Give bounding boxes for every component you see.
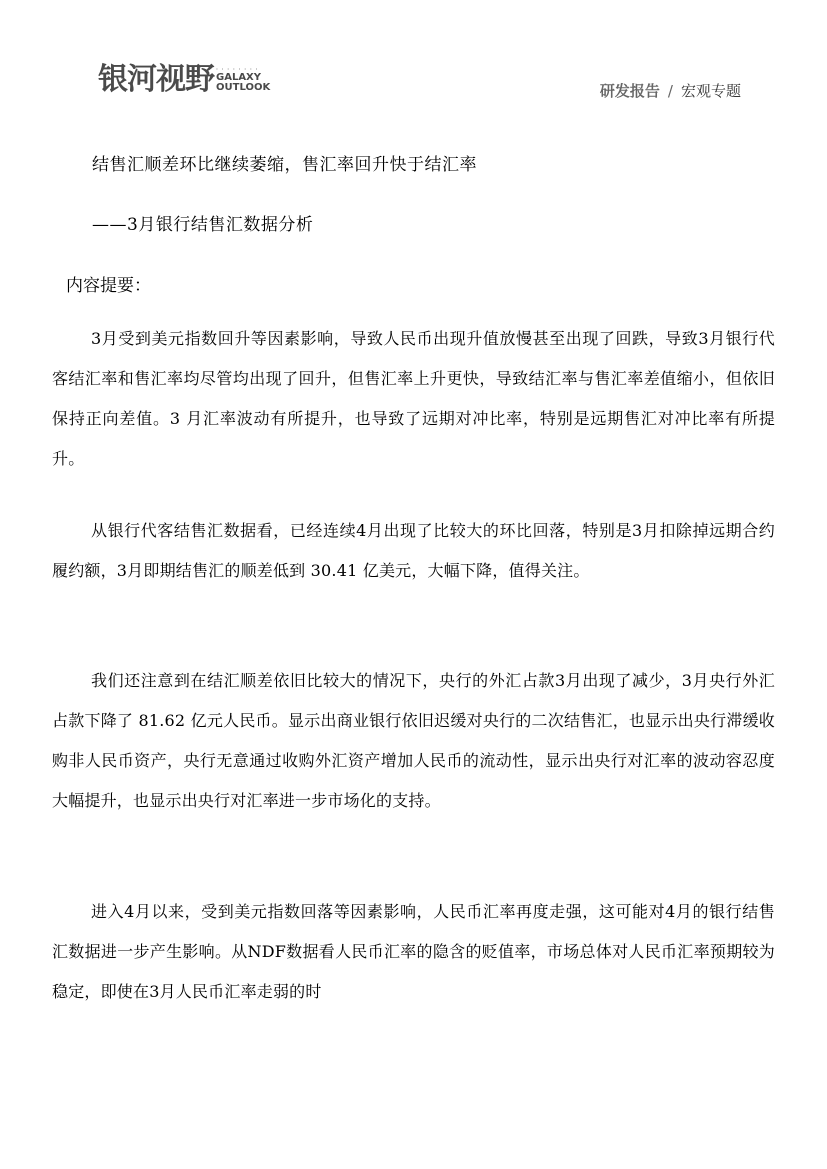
breadcrumb-item-research: 研发报告 [599, 82, 660, 100]
paragraph: 进入4月以来，受到美元指数回落等因素影响，人民币汇率再度走强，这可能对4月的银行结售汇数据进一步产生影响。从NDF数据看人民币汇率的隐含的贬值率，市场总体对人民币汇率预期较为稳定，即使在3月人民币汇率走弱的时 [52, 902, 775, 1001]
breadcrumb-separator: / [667, 82, 673, 100]
galaxy-outlook-logo [98, 64, 270, 96]
logo-en-line2: OUTLOOK [216, 82, 271, 93]
paragraph: 从银行代客结售汇数据看，已经连续4月出现了比较大的环比回落，特别是3月扣除掉远期合约履约额，3月即期结售汇的顺差低到 30.41 亿美元，大幅下降，值得关注。 [52, 521, 775, 580]
abstract-label: 内容提要： [66, 276, 151, 296]
paragraph: 我们还注意到在结汇顺差依旧比较大的情况下，央行的外汇占款3月出现了减少，3月央行外汇占款下降了 81.62 亿元人民币。显示出商业银行依旧迟缓对央行的二次结售汇，也显示出央行滞缓收购非人民币资产，央行无意通过收购外汇资产增加人民币的流动性，显示出央行对汇率的波动容忍度大幅提升，也显示出央行对汇率进一步市场化的支持。 [52, 671, 775, 810]
breadcrumb-item-macro: 宏观专题 [680, 82, 741, 100]
logo-english-text [216, 67, 270, 96]
document-title: 结售汇顺差环比继续萎缩，售汇率回升快于结汇率 [92, 155, 477, 175]
document-subtitle: ——3月银行结售汇数据分析 [92, 215, 314, 235]
logo-dots-decoration: · · · · · · · · [216, 67, 259, 73]
page-header [0, 0, 827, 110]
breadcrumb [600, 80, 741, 101]
logo-en-line1: GALAXY [216, 72, 262, 83]
paragraph: 3月受到美元指数回升等因素影响，导致人民币出现升值放慢甚至出现了回跌，导致3月银行代客结汇率和售汇率均尽管均出现了回升，但售汇率上升更快，导致结汇率与售汇率差值缩小，但依旧保持正向差值。3 月汇率波动有所提升，也导致了远期对冲比率，特别是远期售汇对冲比率有所提升。 [52, 329, 775, 468]
logo-chinese-text: 银河视野 [98, 62, 214, 97]
